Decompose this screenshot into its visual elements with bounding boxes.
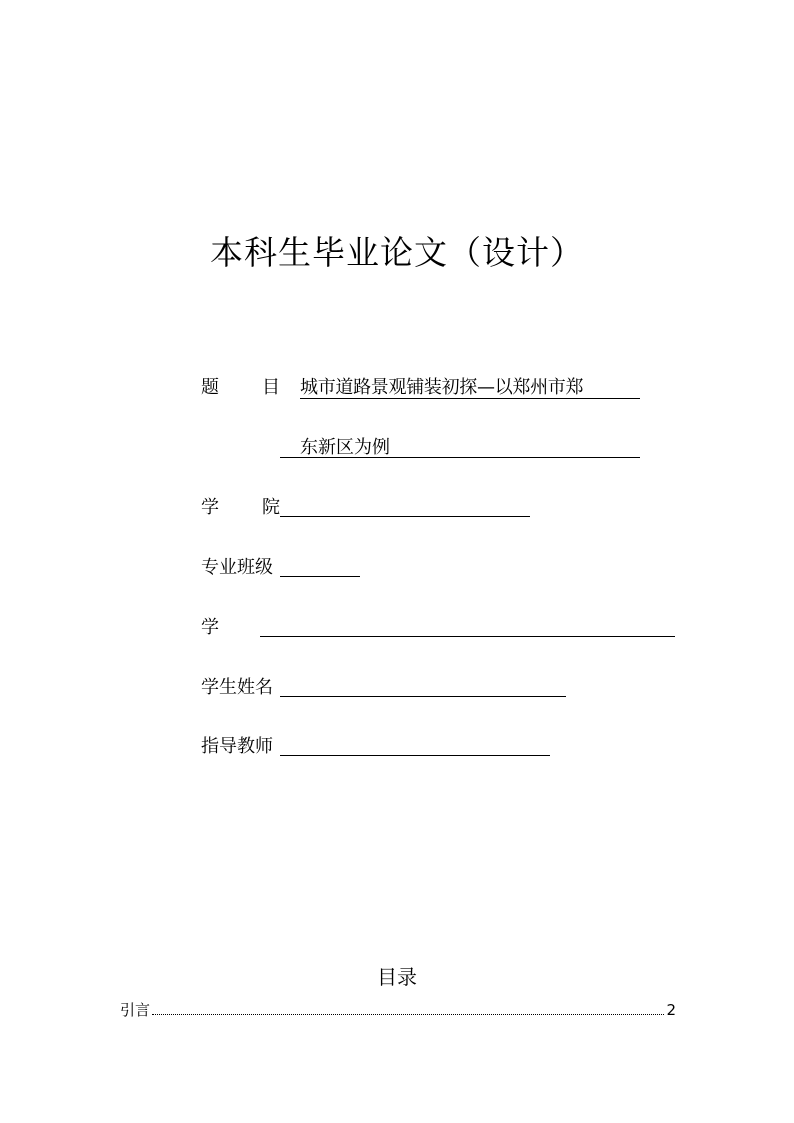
- toc-heading: 目录: [377, 965, 417, 989]
- student-id-label: 学: [201, 617, 219, 638]
- college-underline: [280, 516, 530, 517]
- topic-value-line2: 东新区为例: [300, 437, 390, 458]
- college-label-char-1: 学: [201, 497, 219, 518]
- college-label-char-2: 院: [262, 497, 280, 518]
- student-name-label: 学生姓名: [201, 677, 273, 698]
- advisor-label: 指导教师: [201, 736, 273, 757]
- topic-label-char-2: 目: [262, 377, 280, 398]
- topic-value-line1: 城市道路景观铺装初探—以郑州市郑: [300, 377, 584, 398]
- topic-underline-1: [300, 398, 640, 399]
- toc-leader-dots: [152, 1014, 664, 1015]
- student-name-underline: [280, 696, 566, 697]
- major-class-label: 专业班级: [201, 557, 273, 578]
- toc-entry-title: 引言: [120, 1001, 151, 1019]
- topic-underline-2: [280, 457, 640, 458]
- thesis-title: 本科生毕业论文（设计）: [210, 233, 584, 272]
- toc-entry[interactable]: [120, 997, 676, 1021]
- student-id-underline: [260, 636, 675, 637]
- advisor-underline: [280, 755, 550, 756]
- toc-entry-page: 2: [666, 1001, 676, 1019]
- topic-label-char-1: 题: [201, 377, 219, 398]
- major-class-underline: [280, 576, 360, 577]
